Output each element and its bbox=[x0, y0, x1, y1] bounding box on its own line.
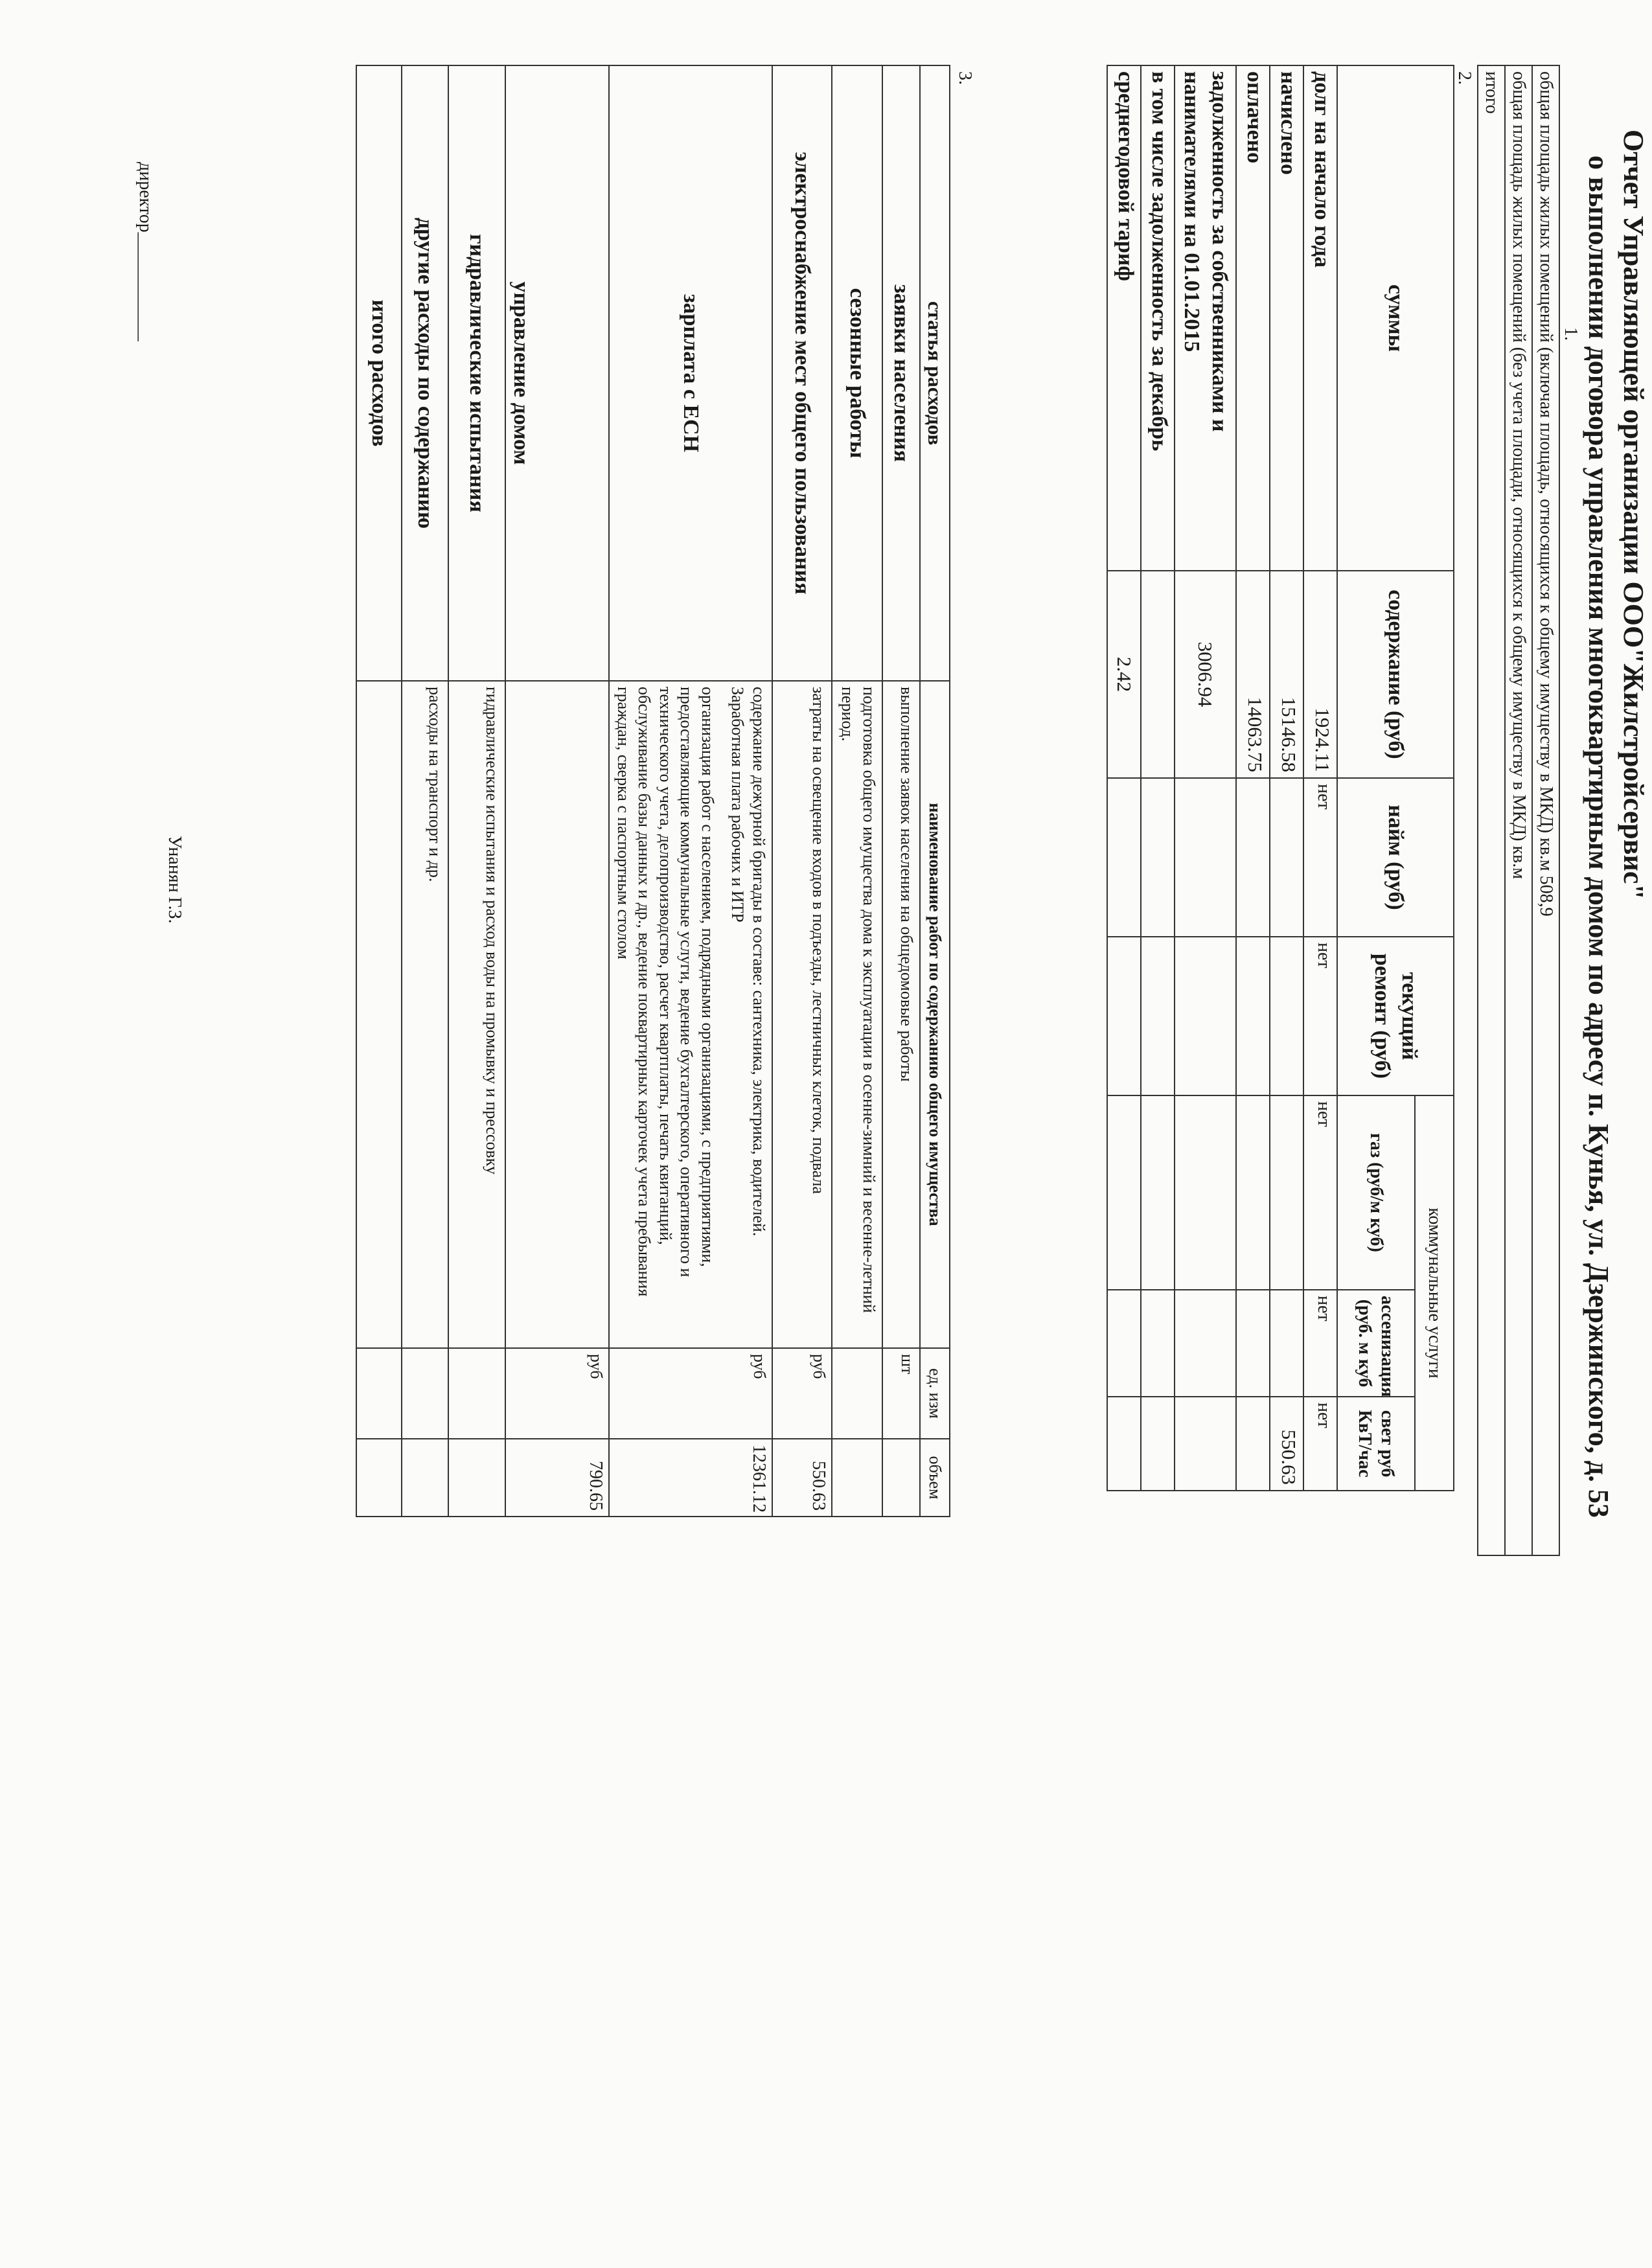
works-line: Заработная плата рабочих и ИТР bbox=[728, 687, 748, 922]
works-line: содержание дежурной бригады в составе: сантехника, электрика, водителей. bbox=[750, 687, 768, 1237]
row-label: оплачено bbox=[1236, 65, 1270, 571]
area-row-label: общая площадь жилых помещений (включая площадь, относящихся к общему имуществу в МКД) кв.м 508,9 bbox=[1532, 65, 1559, 1555]
col-header-gas: газ (руб/м куб) bbox=[1337, 1095, 1415, 1290]
cell-sewage bbox=[1270, 1290, 1303, 1397]
expense-volume: 12361.12 bbox=[610, 1439, 773, 1517]
table-row bbox=[920, 65, 950, 1517]
cell-gas: нет bbox=[1303, 1095, 1337, 1290]
expense-works bbox=[357, 681, 402, 1348]
cell-maintenance: 2.42 bbox=[1107, 571, 1141, 778]
col-header-light: свет руб КвТ/час bbox=[1337, 1397, 1415, 1491]
table-row bbox=[1175, 65, 1236, 1491]
cell-rent bbox=[1175, 778, 1236, 937]
table-row bbox=[357, 65, 402, 1517]
col-header-sewage: ассенизация (руб. м куб bbox=[1337, 1290, 1415, 1397]
expense-volume bbox=[882, 1439, 920, 1517]
expense-works: гидравлические испытания и расход воды на промывку и прессовку bbox=[449, 681, 506, 1348]
report-subtitle: о выполнении договора управления многоквартирным домом по адресу п. Кунья, ул. Дзержинского, д. 53 bbox=[1583, 155, 1614, 1518]
expense-works: затраты на освещение входов в подъезды, лестничных клеток, подвала bbox=[772, 681, 832, 1348]
col-header-works: наименование работ по содержанию общего имущества bbox=[920, 681, 950, 1348]
expense-unit bbox=[449, 1348, 506, 1439]
expense-unit: руб bbox=[610, 1348, 773, 1439]
expense-item: управление домом bbox=[506, 65, 610, 681]
cell-repair bbox=[1175, 937, 1236, 1095]
cell-light bbox=[1141, 1397, 1175, 1491]
expenses-table bbox=[356, 65, 951, 1517]
section-2-number: 2. bbox=[1454, 71, 1474, 85]
cell-gas bbox=[1107, 1095, 1141, 1290]
cell-sewage bbox=[1107, 1290, 1141, 1397]
area-table bbox=[1477, 65, 1560, 1556]
cell-gas bbox=[1141, 1095, 1175, 1290]
expense-volume: 550.63 bbox=[772, 1439, 832, 1517]
cell-repair bbox=[1236, 937, 1270, 1095]
expense-unit bbox=[357, 1348, 402, 1439]
expense-unit: руб bbox=[772, 1348, 832, 1439]
col-header-repair: текущий ремонт (руб) bbox=[1337, 937, 1454, 1095]
cell-rent: нет bbox=[1303, 778, 1337, 937]
expense-unit bbox=[402, 1348, 449, 1439]
expense-volume bbox=[402, 1439, 449, 1517]
cell-light bbox=[1107, 1397, 1141, 1491]
col-header-unit: ед. изм bbox=[920, 1348, 950, 1439]
cell-repair bbox=[1270, 937, 1303, 1095]
row-label: в том числе задолженность за декабрь bbox=[1141, 65, 1175, 571]
expense-works: подготовка общего имущества дома к эксплуатации в осенне-зимний и весенне-летний период. bbox=[832, 681, 882, 1348]
cell-repair bbox=[1141, 937, 1175, 1095]
expense-volume bbox=[832, 1439, 882, 1517]
cell-gas bbox=[1175, 1095, 1236, 1290]
col-header-volume: объем bbox=[920, 1439, 950, 1517]
expense-unit: руб bbox=[506, 1348, 610, 1439]
table-row bbox=[610, 65, 773, 1517]
expense-works: выполнение заявок населения на общедомовые работы bbox=[882, 681, 920, 1348]
col-header-maintenance: содержание (руб) bbox=[1337, 571, 1454, 778]
table-row bbox=[1236, 65, 1270, 1491]
cell-light bbox=[1175, 1397, 1236, 1491]
cell-sewage bbox=[1236, 1290, 1270, 1397]
expense-item: сезонные работы bbox=[832, 65, 882, 681]
report-title: Отчет Управляющей организации ООО"Жилстройсервис" bbox=[1618, 130, 1649, 900]
table-row bbox=[1532, 65, 1559, 1555]
table-row bbox=[1141, 65, 1175, 1491]
expense-volume bbox=[449, 1439, 506, 1517]
cell-sewage: нет bbox=[1303, 1290, 1337, 1397]
expense-works bbox=[506, 681, 610, 1348]
section-3-number: 3. bbox=[955, 71, 975, 85]
table-row bbox=[1107, 65, 1141, 1491]
table-row bbox=[1478, 65, 1505, 1555]
expense-works: расходы на транспорт и др. bbox=[402, 681, 449, 1348]
area-row-label: общая площадь жилых помещений (без учета площади, относящихся к общему имуществу в МКД) кв.м bbox=[1505, 65, 1532, 1555]
expense-volume bbox=[357, 1439, 402, 1517]
director-title: директор bbox=[135, 162, 155, 233]
table-row bbox=[1270, 65, 1303, 1491]
cell-light: нет bbox=[1303, 1397, 1337, 1491]
row-label: среднегодовой тариф bbox=[1107, 65, 1141, 571]
expense-works-salary bbox=[610, 681, 773, 1348]
table-row bbox=[506, 65, 610, 1517]
cell-maintenance: 15146.58 bbox=[1270, 571, 1303, 778]
expense-unit: шт bbox=[882, 1348, 920, 1439]
expense-item: итого расходов bbox=[357, 65, 402, 681]
expense-volume: 790.65 bbox=[506, 1439, 610, 1517]
cell-gas bbox=[1270, 1095, 1303, 1290]
cell-maintenance: 14063.75 bbox=[1236, 571, 1270, 778]
table-row bbox=[402, 65, 449, 1517]
expense-item: заявки населения bbox=[882, 65, 920, 681]
director-name: Унанян Г.З. bbox=[165, 836, 185, 924]
cell-light bbox=[1236, 1397, 1270, 1491]
cell-maintenance: 3006.94 bbox=[1175, 571, 1236, 778]
col-header-sums: суммы bbox=[1337, 65, 1454, 571]
cell-rent bbox=[1141, 778, 1175, 937]
cell-repair: нет bbox=[1303, 937, 1337, 1095]
cell-rent bbox=[1270, 778, 1303, 937]
row-label: начислено bbox=[1270, 65, 1303, 571]
cell-sewage bbox=[1175, 1290, 1236, 1397]
cell-light: 550.63 bbox=[1270, 1397, 1303, 1491]
cell-maintenance: 1924.11 bbox=[1303, 571, 1337, 778]
cell-sewage bbox=[1141, 1290, 1175, 1397]
signature-line: ____________ bbox=[135, 232, 155, 341]
cell-rent bbox=[1236, 778, 1270, 937]
col-header-item: статья расходов bbox=[920, 65, 950, 681]
table-row bbox=[882, 65, 920, 1517]
cell-maintenance bbox=[1141, 571, 1175, 778]
table-row bbox=[1303, 65, 1337, 1491]
expense-unit bbox=[832, 1348, 882, 1439]
expense-item: гидравлические испытания bbox=[449, 65, 506, 681]
cell-rent bbox=[1107, 778, 1141, 937]
section-1-number: 1. bbox=[1561, 327, 1581, 341]
table-row bbox=[1505, 65, 1532, 1555]
col-header-rent: найм (руб) bbox=[1337, 778, 1454, 937]
expense-item: электроснабжение мест общего пользования bbox=[772, 65, 832, 681]
cell-gas bbox=[1236, 1095, 1270, 1290]
row-label: долг на начало года bbox=[1303, 65, 1337, 571]
col-header-utilities: коммунальные услуги bbox=[1415, 1095, 1454, 1491]
expense-item: другие расходы по содержанию bbox=[402, 65, 449, 681]
table-row bbox=[772, 65, 832, 1517]
works-line: организация работ с населением, подрядными организациями, с предприятиями, предоставляющие коммунальные услуги, ведение бухгалтерского, оперативного и технического учета, делопроизводство, расчет квартплаты, печать квитанций, обслуживание базы данных и др., ведение поквартирных карточек учета пребывания граждан, сверка с паспортным столом bbox=[614, 687, 717, 1297]
area-row-label: итого bbox=[1478, 65, 1505, 1555]
table-row bbox=[1415, 65, 1454, 1491]
table-row bbox=[449, 65, 506, 1517]
expense-item: зарплата с ЕСН bbox=[610, 65, 773, 681]
payments-table bbox=[1107, 65, 1454, 1491]
table-row bbox=[832, 65, 882, 1517]
cell-repair bbox=[1107, 937, 1141, 1095]
director-label bbox=[135, 162, 155, 341]
row-label: задолженность за собственниками и нанимателями на 01.01.2015 bbox=[1175, 65, 1236, 571]
